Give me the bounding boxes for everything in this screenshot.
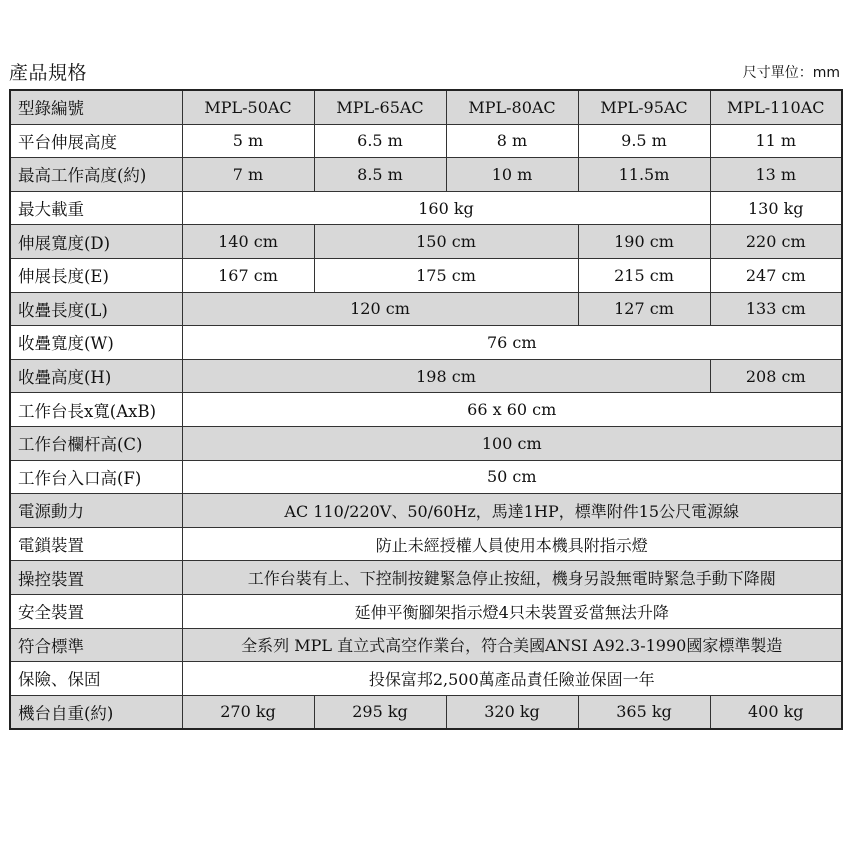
- spec-table-body: [10, 90, 842, 729]
- spec-value-cell: 270 kg: [182, 695, 314, 729]
- row-label: 收疊高度(H): [10, 359, 182, 393]
- spec-value-cell: 50 cm: [182, 460, 842, 494]
- spec-value-cell: 220 cm: [710, 225, 842, 259]
- table-row: [10, 158, 842, 192]
- spec-value-cell: 175 cm: [314, 258, 578, 292]
- spec-value-cell: 66 x 60 cm: [182, 393, 842, 427]
- spec-value-cell: 198 cm: [182, 359, 710, 393]
- spec-value-cell: 全系列 MPL 直立式高空作業台，符合美國ANSI A92.3-1990國家標準製造: [182, 628, 842, 662]
- spec-value-cell: 295 kg: [314, 695, 446, 729]
- row-label: 伸展長度(E): [10, 258, 182, 292]
- spec-value-cell: 133 cm: [710, 292, 842, 326]
- spec-value-cell: 140 cm: [182, 225, 314, 259]
- row-label: 型錄編號: [10, 90, 182, 124]
- table-row: [10, 191, 842, 225]
- row-label: 機台自重(約): [10, 695, 182, 729]
- table-row: [10, 561, 842, 595]
- spec-value-cell: 208 cm: [710, 359, 842, 393]
- row-label: 平台伸展高度: [10, 124, 182, 158]
- spec-value-cell: MPL-65AC: [314, 90, 446, 124]
- row-label: 最大載重: [10, 191, 182, 225]
- spec-value-cell: 120 cm: [182, 292, 578, 326]
- row-label: 收疊長度(L): [10, 292, 182, 326]
- spec-value-cell: 215 cm: [578, 258, 710, 292]
- spec-value-cell: 8.5 m: [314, 158, 446, 192]
- spec-value-cell: 11 m: [710, 124, 842, 158]
- row-label: 最高工作高度(約): [10, 158, 182, 192]
- page-title: 產品規格: [9, 62, 88, 84]
- spec-value-cell: 延伸平衡腳架指示燈4只未裝置妥當無法升降: [182, 594, 842, 628]
- table-row: [10, 426, 842, 460]
- table-row: [10, 258, 842, 292]
- row-label: 電鎖裝置: [10, 527, 182, 561]
- spec-value-cell: 190 cm: [578, 225, 710, 259]
- unit-note: 尺寸單位：mm: [742, 65, 840, 81]
- row-label: 操控裝置: [10, 561, 182, 595]
- spec-value-cell: 150 cm: [314, 225, 578, 259]
- table-row: [10, 90, 842, 124]
- spec-value-cell: MPL-50AC: [182, 90, 314, 124]
- spec-value-cell: 247 cm: [710, 258, 842, 292]
- spec-value-cell: 10 m: [446, 158, 578, 192]
- spec-value-cell: 13 m: [710, 158, 842, 192]
- spec-value-cell: MPL-80AC: [446, 90, 578, 124]
- table-row: [10, 124, 842, 158]
- row-label: 工作台長x寬(AxB): [10, 393, 182, 427]
- spec-value-cell: 投保富邦2,500萬產品責任險並保固一年: [182, 662, 842, 696]
- table-row: [10, 628, 842, 662]
- spec-value-cell: 160 kg: [182, 191, 710, 225]
- table-row: [10, 662, 842, 696]
- row-label: 工作台欄杆高(C): [10, 426, 182, 460]
- spec-value-cell: 127 cm: [578, 292, 710, 326]
- spec-value-cell: AC 110/220V、50/60Hz，馬達1HP，標準附件15公尺電源線: [182, 494, 842, 528]
- table-row: [10, 326, 842, 360]
- table-row: [10, 594, 842, 628]
- table-row: [10, 359, 842, 393]
- spec-value-cell: 130 kg: [710, 191, 842, 225]
- row-label: 保險、保固: [10, 662, 182, 696]
- table-row: [10, 460, 842, 494]
- table-row: [10, 225, 842, 259]
- table-row: [10, 393, 842, 427]
- spec-value-cell: 365 kg: [578, 695, 710, 729]
- row-label: 安全裝置: [10, 594, 182, 628]
- spec-value-cell: 76 cm: [182, 326, 842, 360]
- spec-value-cell: 8 m: [446, 124, 578, 158]
- spec-value-cell: 5 m: [182, 124, 314, 158]
- spec-value-cell: MPL-110AC: [710, 90, 842, 124]
- spec-value-cell: 11.5m: [578, 158, 710, 192]
- spec-value-cell: 400 kg: [710, 695, 842, 729]
- table-row: [10, 494, 842, 528]
- row-label: 工作台入口高(F): [10, 460, 182, 494]
- row-label: 符合標準: [10, 628, 182, 662]
- spec-value-cell: 320 kg: [446, 695, 578, 729]
- table-row: [10, 292, 842, 326]
- spec-value-cell: 100 cm: [182, 426, 842, 460]
- spec-value-cell: 工作台裝有上、下控制按鍵緊急停止按紐，機身另設無電時緊急手動下降閥: [182, 561, 842, 595]
- row-label: 收疊寬度(W): [10, 326, 182, 360]
- spec-value-cell: 9.5 m: [578, 124, 710, 158]
- spec-value-cell: MPL-95AC: [578, 90, 710, 124]
- row-label: 伸展寬度(D): [10, 225, 182, 259]
- table-row: [10, 527, 842, 561]
- spec-value-cell: 7 m: [182, 158, 314, 192]
- table-row: [10, 695, 842, 729]
- spec-value-cell: 167 cm: [182, 258, 314, 292]
- spec-value-cell: 6.5 m: [314, 124, 446, 158]
- row-label: 電源動力: [10, 494, 182, 528]
- spec-value-cell: 防止未經授權人員使用本機具附指示燈: [182, 527, 842, 561]
- spec-table: [9, 89, 843, 730]
